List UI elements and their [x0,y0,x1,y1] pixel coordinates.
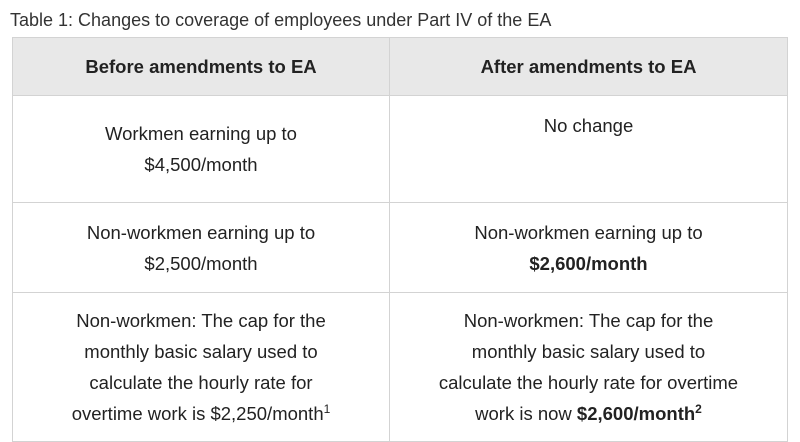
header-before: Before amendments to EA [13,38,390,96]
cell-text: overtime work is $2,250/month [71,403,324,424]
cell-before [13,203,390,293]
cell-after [390,293,788,442]
cell-text-with-footnote [404,398,773,429]
cell-text: work is now [475,403,577,424]
cell-text: Non-workmen earning up to [474,221,703,243]
cell-text: calculate the hourly rate for overtime [438,372,739,393]
cell-text-with-footnote [27,398,375,429]
table-header-row [13,38,788,96]
cell-text: monthly basic salary used to [471,341,706,362]
header-after: After amendments to EA [390,38,788,96]
cell-text: Workmen earning up to [105,123,297,144]
cell-text: No change [543,115,634,136]
table-row [13,96,788,203]
table-caption: Table 1: Changes to coverage of employees under Part IV of the EA [10,10,552,30]
cell-text: Non-workmen: The cap for the [463,310,714,331]
cell-text-bold: $2,600/month [576,403,696,424]
table-row [13,293,788,442]
cell-before [13,96,390,203]
footnote-marker: 1 [323,402,331,416]
cell-after [390,96,788,203]
cell-text: $2,500/month [144,252,258,274]
cell-text-bold: $2,600/month [529,252,648,274]
cell-text: monthly basic salary used to [84,341,318,362]
coverage-table [12,37,788,442]
table-row [13,203,788,293]
cell-text: Non-workmen: The cap for the [76,310,326,331]
cell-text: $4,500/month [144,154,258,175]
cell-before [13,293,390,442]
cell-after [390,203,788,293]
cell-text: Non-workmen earning up to [86,221,316,243]
footnote-marker: 2 [695,402,702,416]
cell-text: calculate the hourly rate for [89,372,313,393]
